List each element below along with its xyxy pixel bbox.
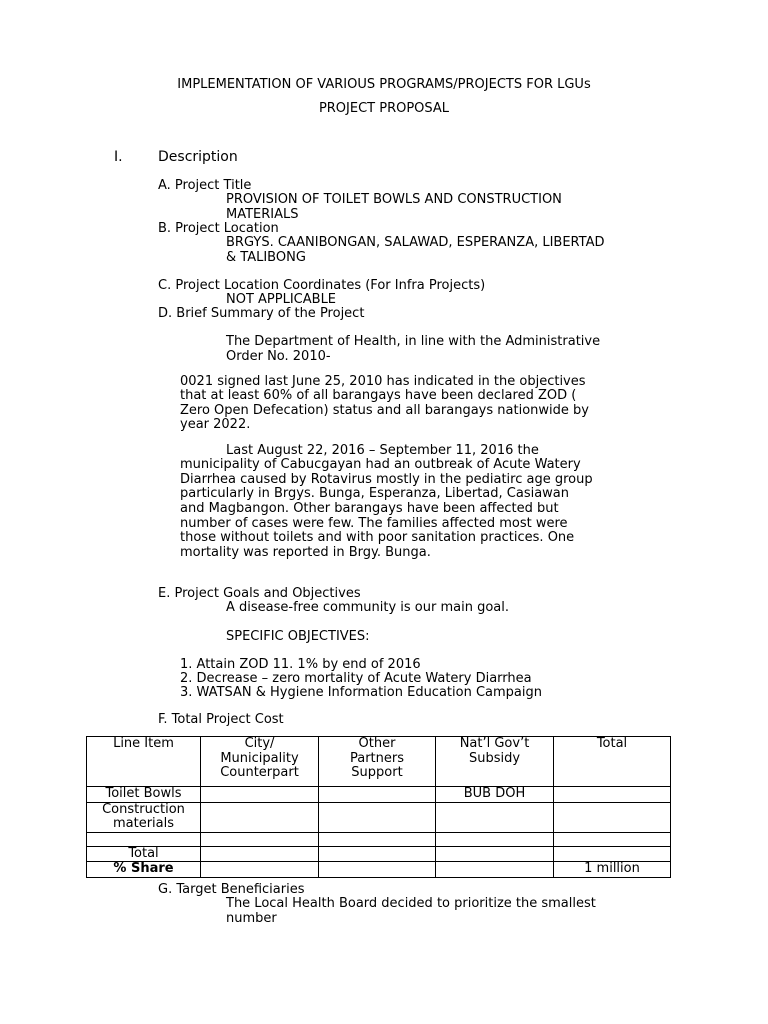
beneficiaries-line1: The Local Health Board decided to prioritize the smallest bbox=[226, 896, 596, 911]
table-cell bbox=[554, 802, 671, 832]
summary-p2-line2: that at least 60% of all barangays have been declared ZOD ( bbox=[180, 388, 577, 403]
beneficiaries-label: G. Target Beneficiaries bbox=[158, 882, 305, 897]
summary-p2-line4: year 2022. bbox=[180, 417, 251, 432]
summary-p3-line1: Last August 22, 2016 – September 11, 2016 the bbox=[226, 443, 539, 458]
summary-p3-line8: mortality was reported in Brgy. Bunga. bbox=[180, 545, 431, 560]
project-title-value: PROVISION OF TOILET BOWLS AND CONSTRUCTION bbox=[226, 192, 562, 207]
table-cell bbox=[201, 832, 319, 846]
summary-p1-line1: The Department of Health, in line with the Administrative bbox=[226, 334, 601, 349]
coordinates-label: C. Project Location Coordinates (For Infra Projects) bbox=[158, 278, 486, 293]
cost-table bbox=[86, 736, 671, 878]
table-cell bbox=[554, 846, 671, 862]
table-cell bbox=[201, 787, 319, 803]
table-cell bbox=[436, 802, 554, 832]
total-cost-label: F. Total Project Cost bbox=[158, 712, 284, 727]
table-cell bbox=[201, 862, 319, 878]
col-header-line-item: Line Item bbox=[87, 737, 201, 787]
summary-p3-line2: municipality of Cabucgayan had an outbreak of Acute Watery bbox=[180, 457, 581, 472]
table-cell: 1 million bbox=[554, 862, 671, 878]
table-row bbox=[87, 802, 671, 832]
table-cell: BUB DOH bbox=[436, 787, 554, 803]
table-cell bbox=[436, 862, 554, 878]
table-cell bbox=[201, 846, 319, 862]
summary-p3-line4: particularly in Brgys. Bunga, Esperanza, Libertad, Casiawan bbox=[180, 486, 570, 501]
summary-p3-line3: Diarrhea caused by Rotavirus mostly in the pediatirc age group bbox=[180, 472, 593, 487]
table-cell bbox=[436, 832, 554, 846]
summary-p1-line2: Order No. 2010- bbox=[226, 349, 331, 364]
summary-p2-line1: 0021 signed last June 25, 2010 has indicated in the objectives bbox=[180, 374, 586, 389]
project-location-value-cont: & TALIBONG bbox=[226, 250, 306, 265]
table-cell bbox=[554, 832, 671, 846]
table-cell: Toilet Bowls bbox=[87, 787, 201, 803]
table-cell bbox=[319, 846, 436, 862]
summary-p2-line3: Zero Open Defecation) status and all barangays nationwide by bbox=[180, 403, 589, 418]
table-cell bbox=[554, 787, 671, 803]
project-location-value: BRGYS. CAANIBONGAN, SALAWAD, ESPERANZA, LIBERTAD bbox=[226, 235, 605, 250]
cost-table-header-row bbox=[87, 737, 671, 787]
col-header-natl-subsidy: Nat’l Gov’t Subsidy bbox=[436, 737, 554, 787]
project-title-label: A. Project Title bbox=[158, 178, 252, 193]
document-title: IMPLEMENTATION OF VARIOUS PROGRAMS/PROJECTS FOR LGUs bbox=[177, 77, 591, 92]
table-row bbox=[87, 862, 671, 878]
table-cell bbox=[87, 832, 201, 846]
table-cell: Construction materials bbox=[87, 802, 201, 832]
section-number: I. bbox=[114, 149, 123, 165]
coordinates-value: NOT APPLICABLE bbox=[226, 292, 337, 307]
table-cell bbox=[319, 802, 436, 832]
table-cell: % Share bbox=[87, 862, 201, 878]
table-cell bbox=[319, 787, 436, 803]
section-heading: Description bbox=[158, 149, 238, 165]
summary-p3-line5: and Magbangon. Other barangays have been affected but bbox=[180, 501, 559, 516]
summary-p3-line6: number of cases were few. The families affected most were bbox=[180, 516, 568, 531]
summary-p3-line7: those without toilets and with poor sanitation practices. One bbox=[180, 530, 575, 545]
col-header-other-partners: Other Partners Support bbox=[319, 737, 436, 787]
objective-item: 2. Decrease – zero mortality of Acute Watery Diarrhea bbox=[180, 671, 532, 686]
goals-label: E. Project Goals and Objectives bbox=[158, 586, 361, 601]
project-location-label: B. Project Location bbox=[158, 221, 279, 236]
col-header-city-counterpart: City/ Municipality Counterpart bbox=[201, 737, 319, 787]
main-goal: A disease-free community is our main goal. bbox=[226, 600, 510, 615]
document-subtitle: PROJECT PROPOSAL bbox=[318, 101, 450, 116]
table-cell bbox=[319, 832, 436, 846]
table-cell: Total bbox=[87, 846, 201, 862]
summary-label: D. Brief Summary of the Project bbox=[158, 306, 365, 321]
table-cell bbox=[201, 802, 319, 832]
objective-item: 3. WATSAN & Hygiene Information Education Campaign bbox=[180, 685, 542, 700]
col-header-total: Total bbox=[554, 737, 671, 787]
table-row bbox=[87, 846, 671, 862]
table-cell bbox=[436, 846, 554, 862]
beneficiaries-line2: number bbox=[226, 911, 277, 926]
table-row bbox=[87, 832, 671, 846]
objective-item: 1. Attain ZOD 11. 1% by end of 2016 bbox=[180, 657, 421, 672]
specific-objectives-heading: SPECIFIC OBJECTIVES: bbox=[226, 629, 370, 644]
table-cell bbox=[319, 862, 436, 878]
project-title-value-cont: MATERIALS bbox=[226, 207, 299, 222]
table-row bbox=[87, 787, 671, 803]
